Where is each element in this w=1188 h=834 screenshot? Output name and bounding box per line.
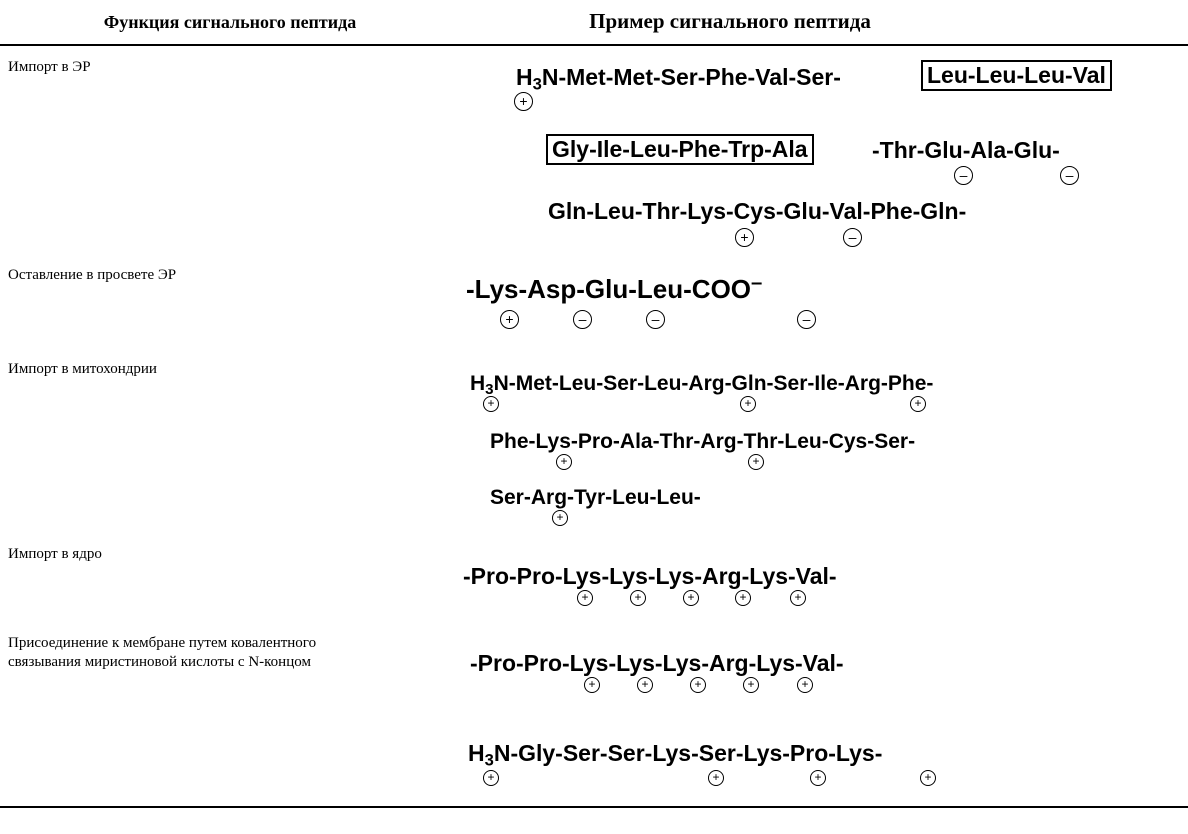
charge-minus [646, 310, 665, 329]
row-label-mitochondria-import: Импорт в митохондрии [8, 361, 157, 377]
sequence-myristic-line2-text: N-Gly-Ser-Ser-Lys-Ser-Lys-Pro-Lys- [493, 740, 883, 766]
h-symbol: H [470, 372, 486, 395]
charge-plus [683, 590, 699, 606]
charge-plus [500, 310, 519, 329]
charge-minus [954, 166, 973, 185]
sequence-nucleus-line: -Pro-Pro-Lys-Lys-Lys-Arg-Lys-Val- [463, 563, 837, 589]
charge-plus [577, 590, 593, 606]
charge-plus [740, 396, 756, 412]
row-label-membrane-attachment-line2: связывания миристиновой кислоты с N-концом [8, 654, 311, 670]
charge-minus [573, 310, 592, 329]
sequence-er-line3: Gln-Leu-Thr-Lys-Cys-Glu-Val-Phe-Gln- [548, 198, 967, 224]
row-label-er-import: Импорт в ЭР [8, 59, 91, 75]
sequence-lumen-text: -Lys-Asp-Glu-Leu-COO [466, 274, 752, 305]
charge-plus [556, 454, 572, 470]
sequence-mito-line2: Phe-Lys-Pro-Ala-Thr-Arg-Thr-Leu-Cys-Ser- [490, 430, 916, 453]
charge-plus [552, 510, 568, 526]
boxed-segment-1: Leu-Leu-Leu-Val [921, 60, 1112, 91]
h-symbol: H [516, 64, 533, 90]
h-symbol: H [468, 740, 485, 766]
charge-minus [797, 310, 816, 329]
subscript-three: 3 [485, 381, 494, 399]
sequence-er-line1-text: N-Met-Met-Ser-Phe-Val-Ser- [541, 64, 841, 90]
charge-plus [637, 677, 653, 693]
subscript-three: 3 [532, 74, 542, 94]
sequence-er-line2-text: -Thr-Glu-Ala-Glu- [872, 137, 1060, 163]
charge-plus [735, 228, 754, 247]
charge-plus [708, 770, 724, 786]
charge-plus [920, 770, 936, 786]
charge-plus [483, 770, 499, 786]
charge-plus [797, 677, 813, 693]
sequence-mito-line3: Ser-Arg-Tyr-Leu-Leu- [490, 486, 701, 509]
footer-divider [0, 806, 1188, 808]
sequence-er-line1 [516, 64, 841, 95]
table-header [0, 0, 1188, 44]
sequence-mito-line1-text: N-Met-Leu-Ser-Leu-Arg-Gln-Ser-Ile-Arg-Phe- [493, 372, 934, 395]
charge-plus [514, 92, 533, 111]
charge-plus [810, 770, 826, 786]
charge-plus [910, 396, 926, 412]
charge-plus [483, 396, 499, 412]
charge-plus [690, 677, 706, 693]
boxed-segment-2: Gly-Ile-Leu-Phe-Trp-Ala [546, 134, 814, 165]
sequence-mito-line1 [470, 372, 933, 398]
header-divider [0, 44, 1188, 46]
charge-minus [1060, 166, 1079, 185]
charge-plus [790, 590, 806, 606]
row-label-er-retention: Оставление в просвете ЭР [8, 267, 177, 283]
charge-minus [843, 228, 862, 247]
sequence-myristic-line2 [468, 740, 882, 771]
subscript-three: 3 [484, 750, 494, 770]
charge-plus [743, 677, 759, 693]
charge-plus [584, 677, 600, 693]
sequence-er-line2-boxed [546, 134, 814, 165]
charge-plus [735, 590, 751, 606]
charge-plus [748, 454, 764, 470]
sequence-lumen-line [466, 272, 762, 305]
sequence-myristic-line1: -Pro-Pro-Lys-Lys-Lys-Arg-Lys-Val- [470, 650, 844, 676]
sequence-er-line1-boxed [921, 60, 1112, 91]
row-label-membrane-attachment-line1: Присоединение к мембране путем ковалентного [8, 635, 317, 651]
column-header-function: Функция сигнального пептида [103, 12, 357, 32]
superscript-minus: – [751, 272, 763, 294]
column-header-example: Пример сигнального пептида [589, 9, 871, 33]
row-label-nucleus-import: Импорт в ядро [8, 546, 102, 562]
row-label-membrane-attachment [8, 634, 438, 672]
charge-plus [630, 590, 646, 606]
